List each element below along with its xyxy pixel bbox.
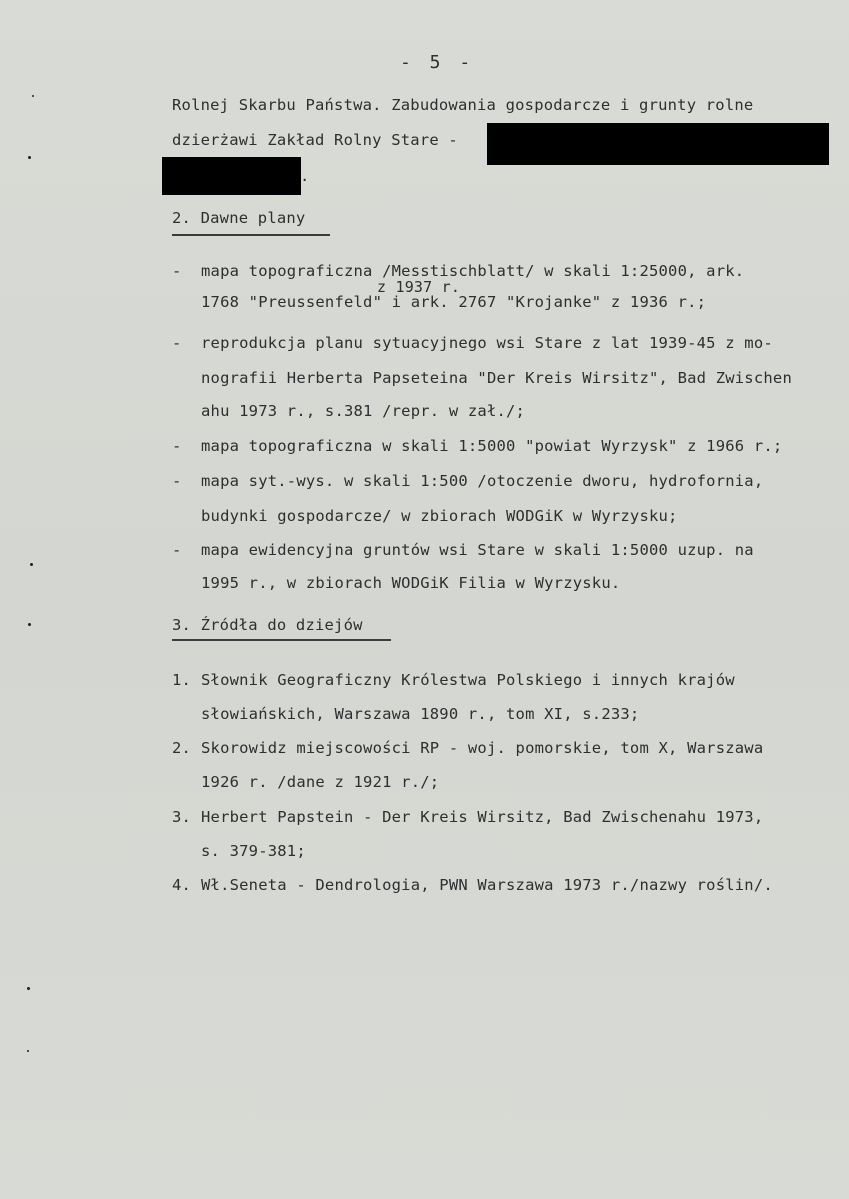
margin-speck xyxy=(27,987,30,990)
section-2-item-5-line-1: mapa ewidencyjna gruntów wsi Stare w skali 1:5000 uzup. na xyxy=(201,541,754,559)
section-3-item-1-line-1: Słownik Geograficzny Królestwa Polskiego i innych krajów xyxy=(201,671,735,689)
margin-speck xyxy=(28,623,31,626)
section-3-item-2-line-1: Skorowidz miejscowości RP - woj. pomorskie, tom X, Warszawa xyxy=(201,739,764,757)
intro-line-2: dzierżawi Zakład Rolny Stare - xyxy=(172,131,458,149)
margin-speck xyxy=(30,563,33,566)
section-2-item-1-line-2: 1768 "Preussenfeld" i ark. 2767 "Krojanke" z 1936 r.; xyxy=(201,293,707,311)
section-2-item-1-line-1: mapa topograficzna /Messtischblatt/ w skali 1:25000, ark. xyxy=(201,262,745,280)
margin-speck xyxy=(28,156,31,159)
section-2-heading: 2. Dawne plany xyxy=(172,209,306,227)
section-2-item-4-line-1: mapa syt.-wys. w skali 1:500 /otoczenie dworu, hydrofornia, xyxy=(201,472,764,490)
section-2-item-1-insertion: z 1937 r. xyxy=(377,278,461,296)
section-2-item-5-line-2: 1995 r., w zbiorach WODGiK Filia w Wyrzysku. xyxy=(201,574,621,592)
section-2-item-2-line-1: reprodukcja planu sytuacyjnego wsi Stare z lat 1939-45 z mo- xyxy=(201,334,773,352)
section-3-item-4-line-1: Wł.Seneta - Dendrologia, PWN Warszawa 1973 r./nazwy roślin/. xyxy=(201,876,773,894)
intro-line-1: Rolnej Skarbu Państwa. Zabudowania gospodarcze i grunty rolne xyxy=(172,96,754,114)
section-2-item-4-line-2: budynki gospodarcze/ w zbiorach WODGiK w Wyrzysku; xyxy=(201,507,678,525)
section-2-item-2-line-3: ahu 1973 r., s.381 /repr. w zał./; xyxy=(201,402,526,420)
margin-speck xyxy=(32,95,34,97)
section-2-item-2-bullet: - xyxy=(172,334,182,352)
section-3-item-3-line-1: Herbert Papstein - Der Kreis Wirsitz, Bad Zwischenahu 1973, xyxy=(201,808,764,826)
section-2-underline xyxy=(172,234,330,236)
section-3-item-3-number: 3. xyxy=(172,808,192,826)
section-3-item-2-number: 2. xyxy=(172,739,192,757)
section-3-item-2-line-2: 1926 r. /dane z 1921 r./; xyxy=(201,773,440,791)
redaction-block-1 xyxy=(487,123,829,165)
section-2-item-5-bullet: - xyxy=(172,541,182,559)
section-2-item-3-bullet: - xyxy=(172,437,182,455)
section-3-heading: 3. Źródła do dziejów xyxy=(172,616,363,634)
section-3-item-3-line-2: s. 379-381; xyxy=(201,842,306,860)
section-3-underline xyxy=(172,639,391,641)
section-2-item-2-line-2: nografii Herberta Papseteina "Der Kreis Wirsitz", Bad Zwischen xyxy=(201,369,792,387)
margin-speck xyxy=(27,1050,29,1052)
section-3-item-4-number: 4. xyxy=(172,876,192,894)
section-2-item-3-line-1: mapa topograficzna w skali 1:5000 "powiat Wyrzysk" z 1966 r.; xyxy=(201,437,783,455)
section-2-item-4-bullet: - xyxy=(172,472,182,490)
intro-line-3-end: . xyxy=(300,167,310,185)
redaction-block-2 xyxy=(162,157,301,195)
section-3-item-1-line-2: słowiańskich, Warszawa 1890 r., tom XI, s.233; xyxy=(201,705,640,723)
section-2-item-1-bullet: - xyxy=(172,262,182,280)
page-number: - 5 - xyxy=(400,52,475,73)
section-3-item-1-number: 1. xyxy=(172,671,192,689)
